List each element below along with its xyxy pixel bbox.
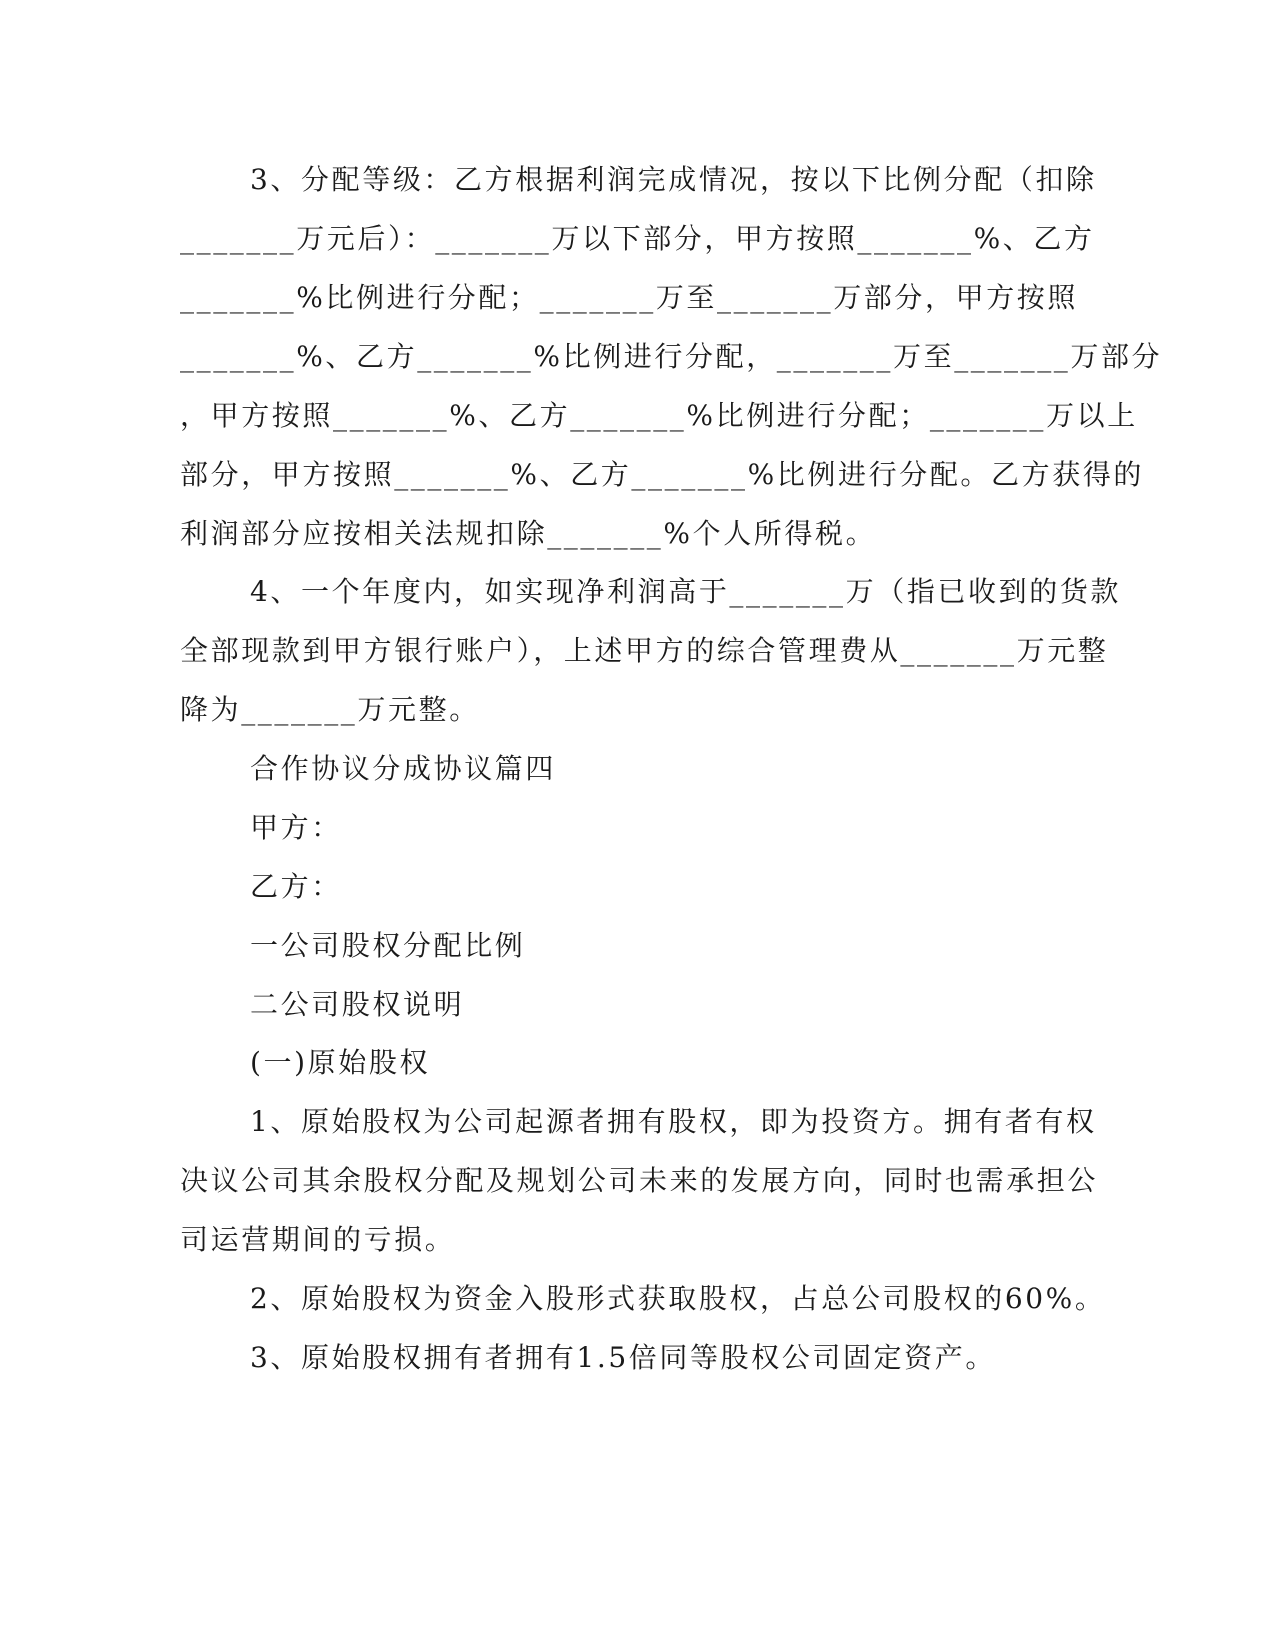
paragraph-4-line-1: 4、一个年度内，如实现净利润高于_______万（指已收到的货款 [250, 575, 1122, 608]
paragraph-3-line-5: ，甲方按照_______%、乙方_______%比例进行分配；_______万以上 [180, 399, 1138, 432]
item-1-line-3: 司运营期间的亏损。 [180, 1223, 456, 1256]
party-b-label: 乙方： [250, 870, 342, 903]
paragraph-4-line-3: 降为_______万元整。 [180, 693, 480, 726]
paragraph-3-line-2: _______万元后）：_______万以下部分，甲方按照_______%、乙方 [180, 222, 1095, 255]
heading-equity-description: 二公司股权说明 [250, 988, 465, 1021]
party-a-label: 甲方： [250, 811, 342, 844]
paragraph-3-line-4: _______%、乙方_______%比例进行分配，_______万至_______万部分 [180, 340, 1163, 373]
paragraph-3-line-6: 部分，甲方按照_______%、乙方_______%比例进行分配。乙方获得的 [180, 458, 1145, 491]
paragraph-4-line-2: 全部现款到甲方银行账户），上述甲方的综合管理费从_______万元整 [180, 634, 1109, 667]
paragraph-3-line-1: 3、分配等级：乙方根据利润完成情况，按以下比例分配（扣除 [250, 163, 1097, 196]
item-1-line-1: 1、原始股权为公司起源者拥有股权，即为投资方。拥有者有权 [250, 1105, 1097, 1138]
item-2: 2、原始股权为资金入股形式获取股权，占总公司股权的60%。 [250, 1282, 1106, 1315]
item-3: 3、原始股权拥有者拥有1.5倍同等股权公司固定资产。 [250, 1341, 996, 1374]
paragraph-3-line-7: 利润部分应按相关法规扣除_______%个人所得税。 [180, 517, 877, 550]
section-title: 合作协议分成协议篇四 [250, 752, 557, 785]
heading-original-equity: (一)原始股权 [250, 1046, 431, 1079]
paragraph-3-line-3: _______%比例进行分配；_______万至_______万部分，甲方按照 [180, 281, 1079, 314]
heading-equity-ratio: 一公司股权分配比例 [250, 929, 526, 962]
item-1-line-2: 决议公司其余股权分配及规划公司未来的发展方向，同时也需承担公 [180, 1164, 1099, 1197]
